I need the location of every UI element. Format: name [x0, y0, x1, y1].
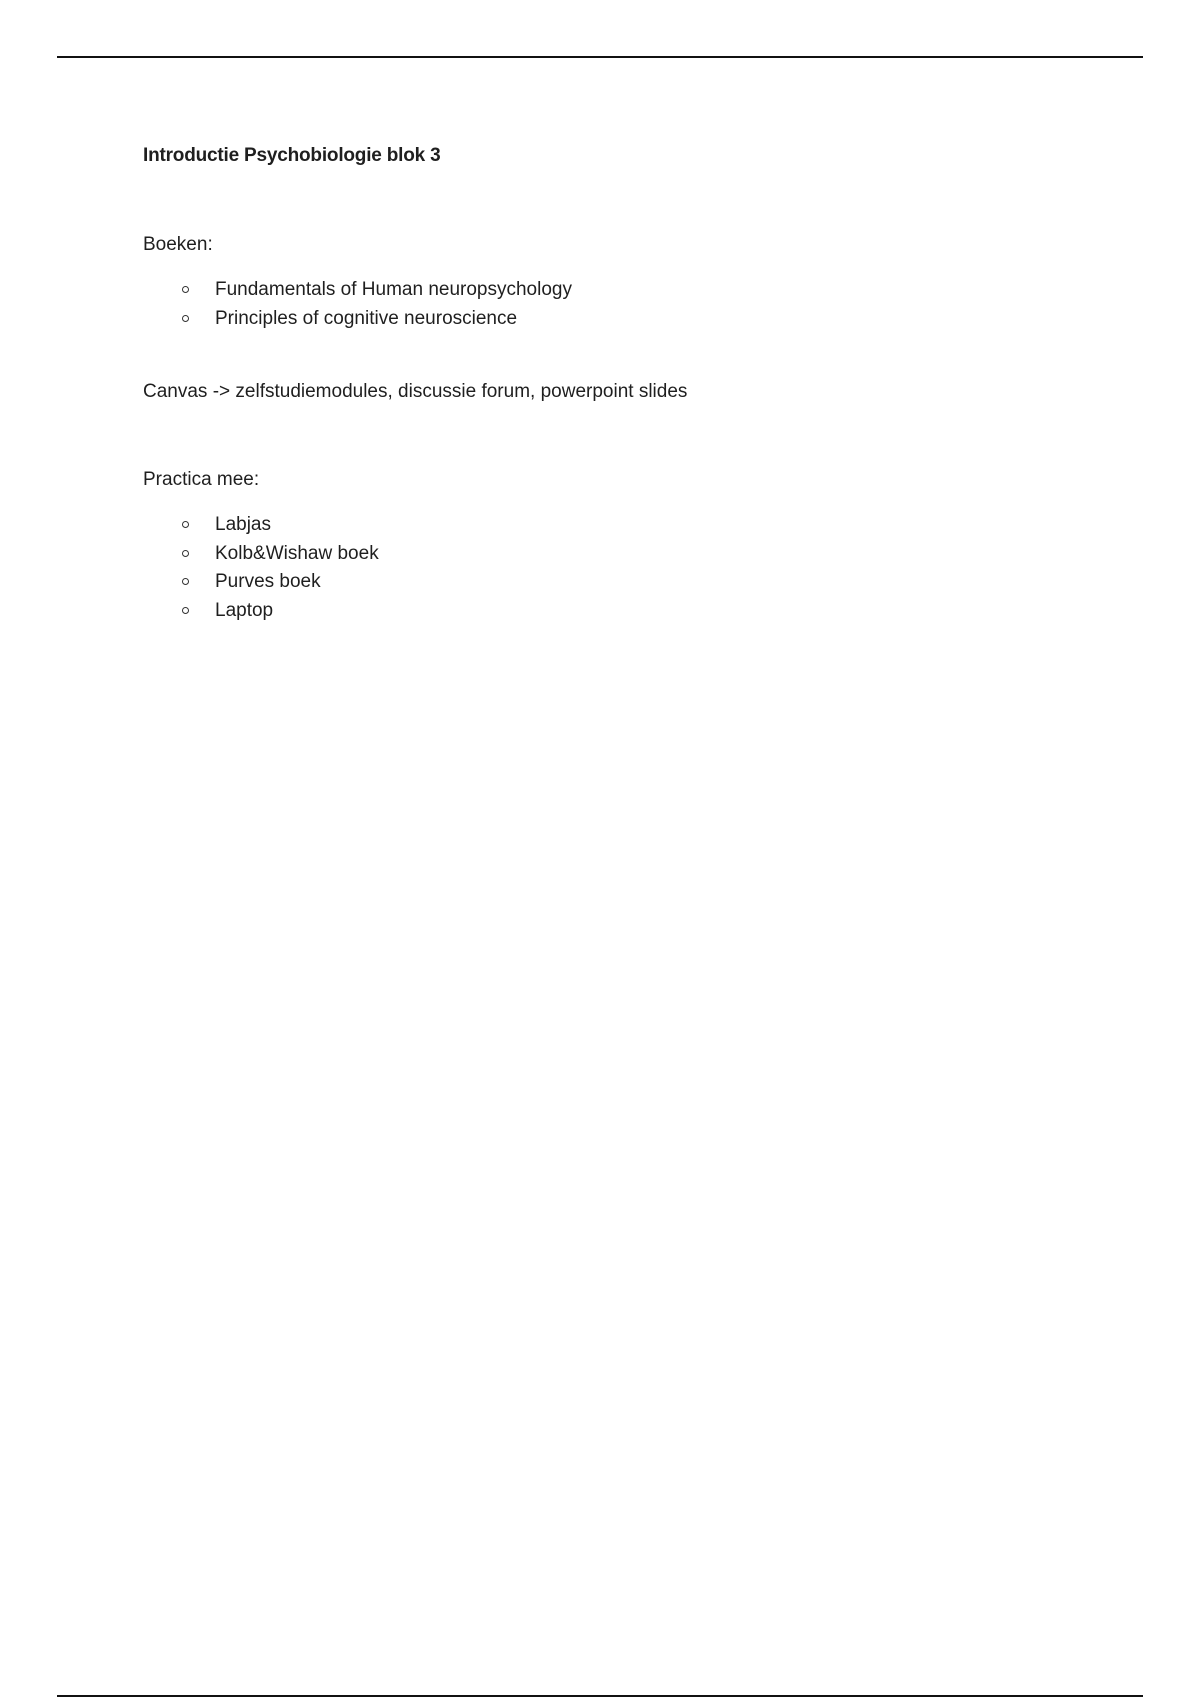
document-title: Introductie Psychobiologie blok 3: [143, 145, 441, 166]
hollow-circle-bullet-icon: [182, 286, 189, 293]
list-item-text: Laptop: [215, 599, 274, 621]
canvas-line: Canvas -> zelfstudiemodules, discussie forum, powerpoint slides: [143, 381, 688, 402]
practica-list: [143, 511, 1093, 625]
books-list: [143, 276, 1093, 333]
list-item: [143, 276, 1093, 305]
list-item: [143, 511, 1093, 540]
hollow-circle-bullet-icon: [182, 521, 189, 528]
list-item: [143, 597, 1093, 626]
list-item: [143, 568, 1093, 597]
list-item: [143, 305, 1093, 334]
list-item-text: Kolb&Wishaw boek: [215, 542, 379, 564]
hollow-circle-bullet-icon: [182, 550, 189, 557]
document-body: [143, 143, 1093, 625]
list-item-text: Purves boek: [215, 571, 321, 592]
hollow-circle-bullet-icon: [182, 315, 189, 322]
books-label: Boeken:: [143, 234, 213, 255]
list-item-text: Fundamentals of Human neuropsychology: [215, 279, 572, 300]
hollow-circle-bullet-icon: [182, 607, 189, 614]
list-item-text: Labjas: [215, 514, 271, 535]
list-item-text: Principles of cognitive neuroscience: [215, 307, 518, 329]
hollow-circle-bullet-icon: [182, 578, 189, 585]
header-rule: [57, 56, 1143, 58]
practica-label: Practica mee:: [143, 469, 260, 490]
footer-rule: [57, 1695, 1143, 1697]
list-item: [143, 540, 1093, 569]
